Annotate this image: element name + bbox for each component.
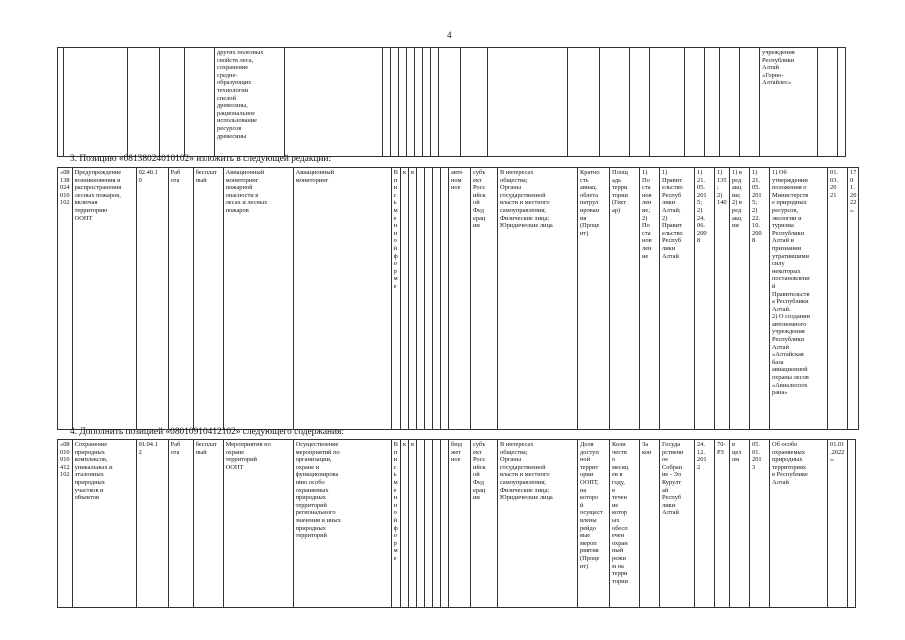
cell-date-exclusion: 17 0 1. 20 22 ». xyxy=(848,168,859,430)
cell-service-content: других полезных свойств леса, сохранение средне- образующих технологии спелой древесины, рациональное использование ресурсов древесины xyxy=(215,48,285,157)
cell-category: бюд жет ное xyxy=(449,440,471,608)
cell-form: В п и с ь м е н н о й ф о р м е xyxy=(391,168,400,430)
cell-code: «08 138 024 010 102 xyxy=(58,168,73,430)
cell-fee: бесплат ный xyxy=(193,440,223,608)
cell-indicator: Доля доступ ной террит ории ООПТ, на которо й осущест влены рейдо вые мероп риятия (Проце нт) xyxy=(578,440,610,608)
cell-content: Авиационный мониторинг пожарной опасности в лесах и лесных пожаров xyxy=(223,168,293,430)
cell-name: Предупреждение возникновения и распространения лесных пожаров, включая территорию ООПТ xyxy=(72,168,136,430)
table-row-3 xyxy=(57,167,859,430)
cell-interest: В интересах общества; Органы государственной власти и местного самоуправления; Физические лица; Юридические лица xyxy=(498,440,578,608)
cell-number: 70- РЗ xyxy=(715,440,730,608)
cell-okved: 91.04.1 2 xyxy=(136,440,168,608)
cell-fee: бесплат ный xyxy=(193,168,223,430)
cell-form-3: в xyxy=(408,168,416,430)
cell-valid-from: 05. 01. 201 3 xyxy=(750,440,770,608)
cell-date: 1) 21. 05. 201 5; 2) 24. 06. 200 8 xyxy=(695,168,715,430)
cell-form: В п и с ь м е н н о й ф о р м е xyxy=(391,440,400,608)
cell-form-3: в xyxy=(408,440,416,608)
cell-basis: За кон xyxy=(640,440,660,608)
cell-empty xyxy=(185,48,215,157)
cell-valid-from: 1) 21. 05. 201 5; 2) 22. 10. 200 8 xyxy=(750,168,770,430)
cell-form-2: к xyxy=(400,440,408,608)
cell-recipient: субъ ект Росс ийск ой Фед ерац ии xyxy=(471,168,498,430)
cell-interest: В интересах общества; Органы государственной власти и местного самоуправления; Физические лица; Юридические лица xyxy=(498,168,578,430)
cell-number: 1) 135 ; 2) 140 xyxy=(715,168,730,430)
cell-date-inclusion: 01.01 .2022 ». xyxy=(828,440,848,608)
cell-category: авто ном ное xyxy=(449,168,471,430)
cell-doc-name: 1) в ред акц ии; 2) в ред акц ии xyxy=(730,168,750,430)
cell-content: Мероприятия по охране территорий ООПТ xyxy=(223,440,293,608)
page-number: 4 xyxy=(447,30,452,40)
cell-authority: 1) Правит ельство Респуб лики Алтай; 2) Правит ельство Респуб лики Алтай xyxy=(660,168,695,430)
cell-form-2: к xyxy=(400,168,408,430)
cell-description: Об особо охраняемых природных территориях в Республике Алтай xyxy=(770,440,828,608)
cell-recipient: субъ ект Росс ийск ой Фед ерац ии xyxy=(471,440,498,608)
cell-date: 24. 12. 201 2 xyxy=(695,440,715,608)
cell-okved: 02.40.1 0 xyxy=(136,168,168,430)
cell-date-inclusion: 01. 03. 20 21 xyxy=(828,168,848,430)
cell-empty xyxy=(128,48,160,157)
cell-type: Раб ота xyxy=(168,440,193,608)
cell-description: учреждения Республики Алтай «Горно- Алтайлес» xyxy=(760,48,818,157)
statement-3: 3. Позицию «08138024010102» изложить в следующей редакции: xyxy=(70,154,332,164)
cell-volume: Площ адь терри тории (Гект ар) xyxy=(610,168,640,430)
table-row-4 xyxy=(57,439,856,608)
cell-unit-name: Осуществление мероприятий по организации, охране и функционирова нию особо охраняемых природных территорий регионального значения и иных природных территорий xyxy=(293,440,391,608)
cell-indicator: Кратно сть авиац. облета патрул ирован ия (Проце нт) xyxy=(578,168,610,430)
cell-empty xyxy=(848,440,856,608)
statement-4: 4. Дополнить позицией «08010910412102» следующего содержания: xyxy=(70,427,344,437)
cell-unit-name: Авиационный мониторинг xyxy=(293,168,391,430)
cell-authority: Госуда рственн ое Собран ие - Эл Курулт ай Респуб лики Алтай xyxy=(660,440,695,608)
cell-empty xyxy=(285,48,383,157)
cell-doc-name: в цел ом xyxy=(730,440,750,608)
table-continuation xyxy=(57,47,846,157)
cell-empty xyxy=(64,48,128,157)
table-row xyxy=(58,440,856,608)
cell-name: Сохранение природных комплексов, уникальных и эталонных природных участков и объектов xyxy=(72,440,136,608)
cell-type: Раб ота xyxy=(168,168,193,430)
cell-code: «08 010 910 412 102 xyxy=(58,440,73,608)
cell-volume: Коли честв о месяц ев в году, в течен ие котор ых обесп ечен охран ный режи м на терри тории xyxy=(610,440,640,608)
cell-description: 1) Об утверждении положения о Министерств е природных ресурсов, экологии и туризма Республики Алтай и признании утратившими силу некоторых постановлени й Правительств а Республики Алтай. 2) О создании автономного учреждения Республики Алтай «Алтайская база авиационной охраны лесов «Авиалесоох рана» xyxy=(770,168,828,430)
cell-empty xyxy=(160,48,185,157)
table-row xyxy=(58,168,859,430)
cell-basis: 1) По ста нов лен ие; 2) По ста нов лен ие xyxy=(640,168,660,430)
